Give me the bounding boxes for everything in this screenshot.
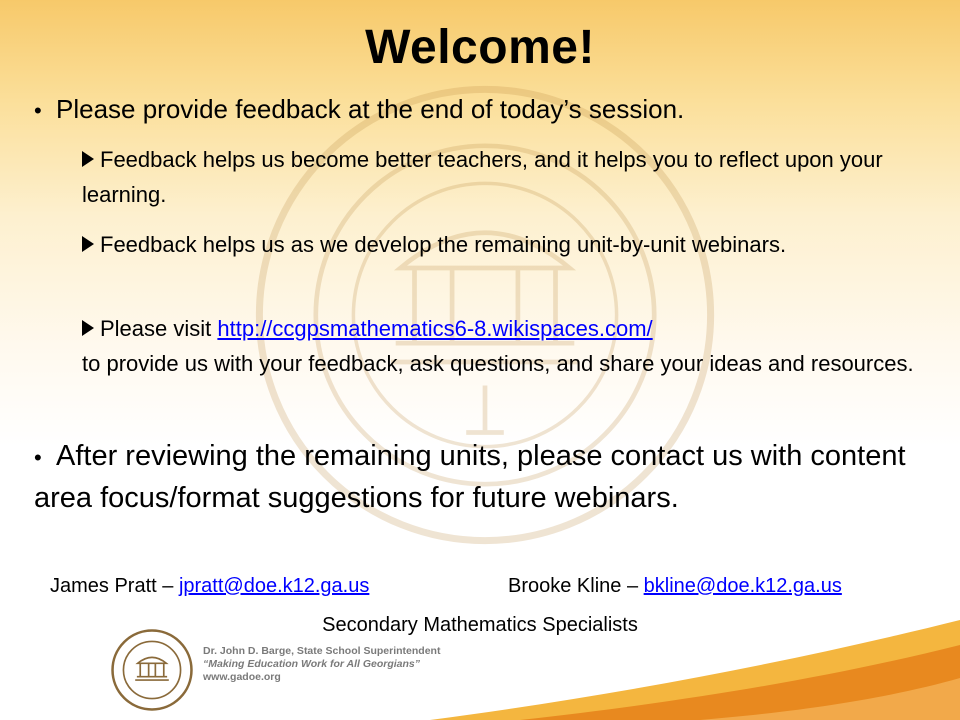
- wikispaces-link[interactable]: http://ccgpsmathematics6-8.wikispaces.com/: [217, 316, 653, 341]
- bullet-dot-icon: •: [34, 98, 42, 123]
- bullet-dot-icon: •: [34, 445, 42, 470]
- specialists-title: Secondary Mathematics Specialists: [322, 614, 638, 636]
- sub-bullet-2-text: Feedback helps us as we develop the remaining unit-by-unit webinars.: [100, 232, 787, 257]
- sub-bullet-3-suffix: to provide us with your feedback, ask questions, and share your ideas and resources.: [82, 351, 914, 376]
- sub-bullet-3: [82, 311, 922, 381]
- sub-bullet-1-text: Feedback helps us become better teachers, and it helps you to reflect upon your learning.: [82, 147, 883, 207]
- arrow-bullet-icon: [82, 236, 94, 252]
- sub-bullet-2: [82, 227, 922, 262]
- bullet-main-2-text: After reviewing the remaining units, please contact us with content area focus/format suggestions for future webinars.: [34, 440, 906, 514]
- footer-text: [203, 645, 440, 684]
- bullet-main-1: [34, 92, 934, 128]
- bullet-main-1-text: Please provide feedback at the end of today’s session.: [56, 94, 685, 124]
- contact-pratt-name: James Pratt –: [50, 575, 179, 597]
- sub-bullet-1: [82, 142, 922, 212]
- georgia-doe-seal-logo: [110, 628, 194, 712]
- sub-bullet-3-prefix: Please visit: [100, 316, 218, 341]
- footer-tagline: “Making Education Work for All Georgians”: [203, 658, 421, 670]
- footer-superintendent: Dr. John D. Barge, State School Superintendent: [203, 645, 441, 657]
- pratt-email-link[interactable]: jpratt@doe.k12.ga.us: [178, 575, 370, 597]
- bullet-main-2: [34, 436, 914, 519]
- arrow-bullet-icon: [82, 320, 94, 336]
- footer-website: www.gadoe.org: [203, 671, 281, 683]
- contact-pratt: [50, 572, 369, 600]
- slide-title: Welcome!: [365, 21, 595, 74]
- contact-kline: [508, 572, 842, 600]
- contact-kline-name: Brooke Kline –: [508, 575, 644, 597]
- arrow-bullet-icon: [82, 151, 94, 167]
- kline-email-link[interactable]: bkline@doe.k12.ga.us: [643, 575, 842, 597]
